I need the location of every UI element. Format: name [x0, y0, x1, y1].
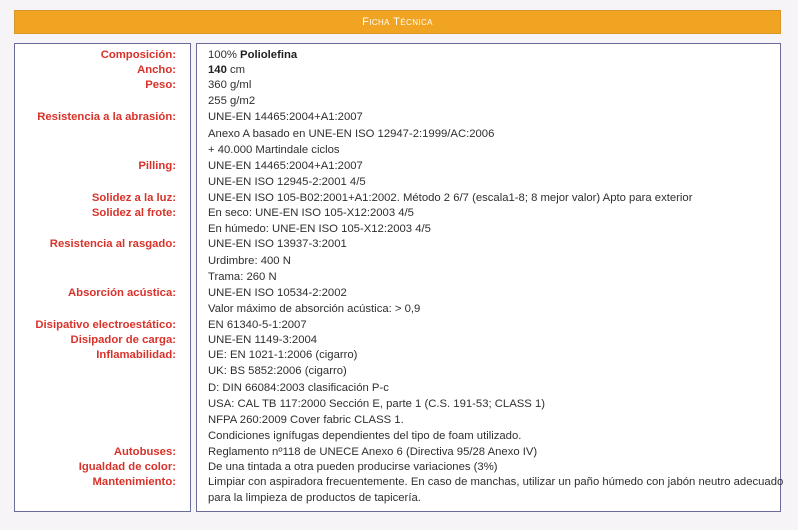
label-acustica: Absorción acústica: [68, 287, 176, 299]
value-abrasion-3: + 40.000 Martindale ciclos [208, 144, 340, 156]
value-acustica-1: UNE-EN ISO 10534-2:2002 [208, 287, 347, 299]
labels-column [14, 43, 191, 512]
value-igualdad-color: De una tintada a otra pueden producirse variaciones (3%) [208, 461, 498, 473]
value-frote-1: En seco: UNE-EN ISO 105-X12:2003 4/5 [208, 207, 414, 219]
value-pilling-1: UNE-EN 14465:2004+A1:2007 [208, 160, 363, 172]
label-ancho: Ancho: [137, 64, 176, 76]
value-inflam-5: NFPA 260:2009 Cover fabric CLASS 1. [208, 414, 404, 426]
values-column [196, 43, 784, 512]
ancho-number: 140 [208, 64, 227, 76]
label-inflamabilidad: Inflamabilidad: [96, 349, 176, 361]
label-igualdad-color: Igualdad de color: [78, 461, 176, 473]
section-header [14, 10, 781, 34]
label-rasgado: Resistencia al rasgado: [49, 238, 176, 250]
value-inflam-6: Condiciones ignífugas dependientes del tipo de foam utilizado. [208, 430, 522, 442]
value-abrasion-1: UNE-EN 14465:2004+A1:2007 [208, 111, 363, 123]
value-inflam-2: UK: BS 5852:2006 (cigarro) [208, 365, 347, 377]
section-title: Ficha Técnica [362, 16, 433, 28]
value-composicion [208, 48, 297, 63]
value-peso-2: 255 g/m2 [208, 95, 256, 107]
label-autobuses: Autobuses: [113, 446, 176, 458]
label-mantenimiento: Mantenimiento: [92, 476, 176, 488]
composicion-prefix: 100% [208, 49, 241, 61]
value-rasgado-1: UNE-EN ISO 13937-3:2001 [208, 238, 347, 250]
value-inflam-1: UE: EN 1021-1:2006 (cigarro) [208, 349, 358, 361]
value-inflam-3: D: DIN 66084:2003 clasificación P-c [208, 382, 389, 394]
label-composicion: Composición: [100, 49, 176, 61]
value-mantenimiento-1: Limpiar con aspiradora frecuentemente. En caso de manchas, utilizar un paño húmedo con jabón neutro adecuado [208, 476, 784, 488]
label-solidez-frote: Solidez al frote: [91, 207, 176, 219]
value-acustica-2: Valor máximo de absorción acústica: > 0,9 [208, 303, 421, 315]
label-carga: Disipador de carga: [70, 334, 176, 346]
value-ancho [208, 63, 245, 78]
value-pilling-2: UNE-EN ISO 12945-2:2001 4/5 [208, 176, 366, 188]
value-solidez-luz: UNE-EN ISO 105-B02:2001+A1:2002. Método 2 6/7 (escala1-8; 8 mejor valor) Apto para exterior [208, 192, 693, 204]
label-peso: Peso: [145, 79, 176, 91]
label-pilling: Pilling: [138, 160, 176, 172]
value-abrasion-2: Anexo A basado en UNE-EN ISO 12947-2:1999/AC:2006 [208, 128, 495, 140]
value-mantenimiento-2: para la limpieza de productos de tapicería. [208, 492, 421, 504]
value-carga: UNE-EN 1149-3:2004 [208, 334, 318, 346]
value-electroestatico: EN 61340-5-1:2007 [208, 319, 307, 331]
composicion-material: Poliolefina [240, 49, 298, 61]
value-rasgado-3: Trama: 260 N [208, 271, 277, 283]
ancho-unit: cm [226, 64, 246, 76]
value-rasgado-2: Urdimbre: 400 N [208, 255, 291, 267]
label-solidez-luz: Solidez a la luz: [91, 192, 176, 204]
label-electroestatico: Disipativo electroestático: [35, 319, 176, 331]
value-peso-1: 360 g/ml [208, 79, 252, 91]
value-inflam-4: USA: CAL TB 117:2000 Sección E, parte 1 (C.S. 191-53; CLASS 1) [208, 398, 545, 410]
value-frote-2: En húmedo: UNE-EN ISO 105-X12:2003 4/5 [208, 223, 431, 235]
label-abrasion: Resistencia a la abrasión: [37, 111, 176, 123]
value-autobuses: Reglamento nº118 de UNECE Anexo 6 (Directiva 95/28 Anexo IV) [208, 446, 538, 458]
